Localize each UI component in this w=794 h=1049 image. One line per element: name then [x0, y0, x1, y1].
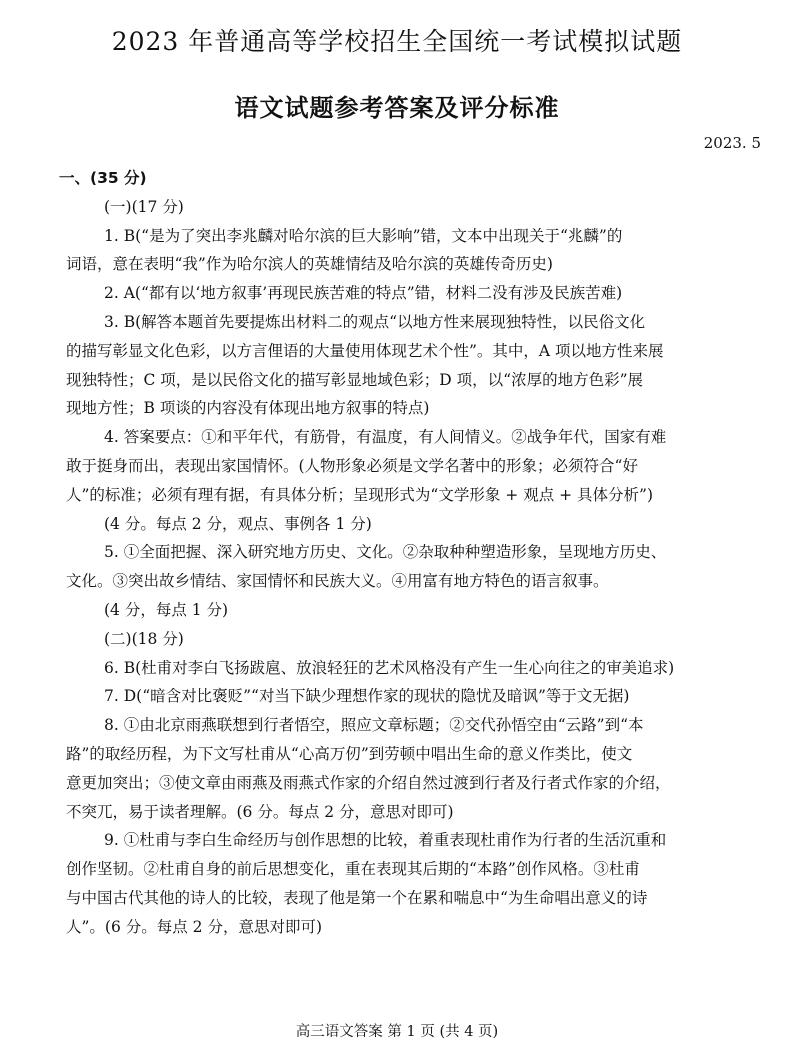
answer-line: 现地方性；B 项谈的内容没有体现出地方叙事的特点) [66, 399, 430, 418]
answer-key-title: 语文试题参考答案及评分标准 [234, 94, 560, 122]
part-heading-2: (二)(18 分) [104, 629, 184, 648]
answer-line: 词语，意在表明“我”作为哈尔滨人的英雄情结及哈尔滨的英雄传奇历史) [66, 255, 553, 274]
answer-line: 1. B(“是为了突出李兆麟对哈尔滨的巨大影响”错，文本中出现关于“兆麟”的 [104, 226, 623, 245]
answer-line: 7. D(“暗含对比褒贬”“对当下缺少理想作家的现状的隐忧及暗讽”等于文无据) [104, 687, 630, 706]
question-3 [66, 308, 760, 423]
answer-line: 路”的取经历程，为下文写杜甫从“心高万仞”到劳顿中唱出生命的意义作类比，使文 [66, 744, 633, 763]
answer-line: 不突兀，易于读者理解。(6 分。每点 2 分，意思对即可) [66, 802, 454, 821]
answer-line: 3. B(解答本题首先要提炼出材料二的观点“以地方性来展现独特性，以民俗文化 [104, 312, 646, 331]
answer-line: 创作坚韧。②杜甫自身的前后思想变化，重在表现其后期的“本路”创作风格。③杜甫 [66, 860, 640, 879]
section-heading: 一、(35 分) [59, 169, 147, 187]
answer-line: 2. A(“都有以‘地方叙事’再现民族苦难的特点”错，材料二没有涉及民族苦难) [104, 284, 623, 303]
answer-line: 9. ①杜甫与李白生命经历与创作思想的比较，着重表现杜甫作为行者的生活沉重和 [104, 831, 667, 850]
answer-line: 8. ①由北京雨燕联想到行者悟空，照应文章标题；②交代孙悟空由“云路”到“本 [104, 716, 644, 735]
answer-line: 4. 答案要点：①和平年代，有筋骨，有温度，有人间情义。②战争年代，国家有难 [104, 428, 667, 447]
question-7 [66, 682, 760, 711]
answer-line: 6. B(杜甫对李白飞扬跋扈、放浪轻狂的艺术风格没有产生一生心向往之的审美追求) [104, 658, 675, 677]
answer-line: 人”。(6 分。每点 2 分，意思对即可) [66, 917, 323, 936]
question-9 [66, 826, 760, 941]
exam-title: 2023 年普通高等学校招生全国统一考试模拟试题 [111, 27, 683, 56]
answer-line: 与中国古代其他的诗人的比较，表现了他是第一个在累和喘息中“为生命唱出意义的诗 [66, 888, 648, 907]
answer-line: 5. ①全面把握、深入研究地方历史、文化。②杂取种种塑造形象，呈现地方历史、 [104, 543, 667, 562]
answer-line: 人”的标准；必须有理有据，有具体分析；呈现形式为“文学形象 + 观点 + 具体分析”) [66, 485, 654, 504]
part-heading-1: (一)(17 分) [104, 197, 184, 216]
question-2 [66, 279, 760, 308]
answer-line: 现独特性；C 项，是以民俗文化的描写彰显地域色彩；D 项，以“浓厚的地方色彩”展 [66, 370, 643, 389]
question-6 [66, 654, 760, 683]
date-label: 2023. 5 [703, 134, 761, 152]
question-4 [66, 423, 760, 538]
score-note: (4 分，每点 1 分) [104, 600, 229, 619]
page-footer: 高三语文答案 第 1 页 (共 4 页) [295, 1024, 499, 1040]
answer-content [59, 164, 760, 942]
answer-line: 意更加突出；③使文章由雨燕及雨燕式作家的介绍自然过渡到行者及行者式作家的介绍， [66, 773, 671, 792]
answer-line: 的描写彰显文化色彩，以方言俚语的大量使用体现艺术个性”。其中，A 项以地方性来展 [66, 341, 664, 360]
question-5 [66, 538, 760, 624]
question-8 [66, 711, 760, 826]
answer-line: 敢于挺身而出，表现出家国情怀。(人物形象必须是文学名著中的形象；必须符合“好 [66, 456, 638, 475]
question-1 [66, 222, 760, 280]
score-note: (4 分。每点 2 分，观点、事例各 1 分) [104, 514, 372, 533]
answer-line: 文化。③突出故乡情结、家国情怀和民族大义。④用富有地方特色的语言叙事。 [66, 572, 609, 591]
